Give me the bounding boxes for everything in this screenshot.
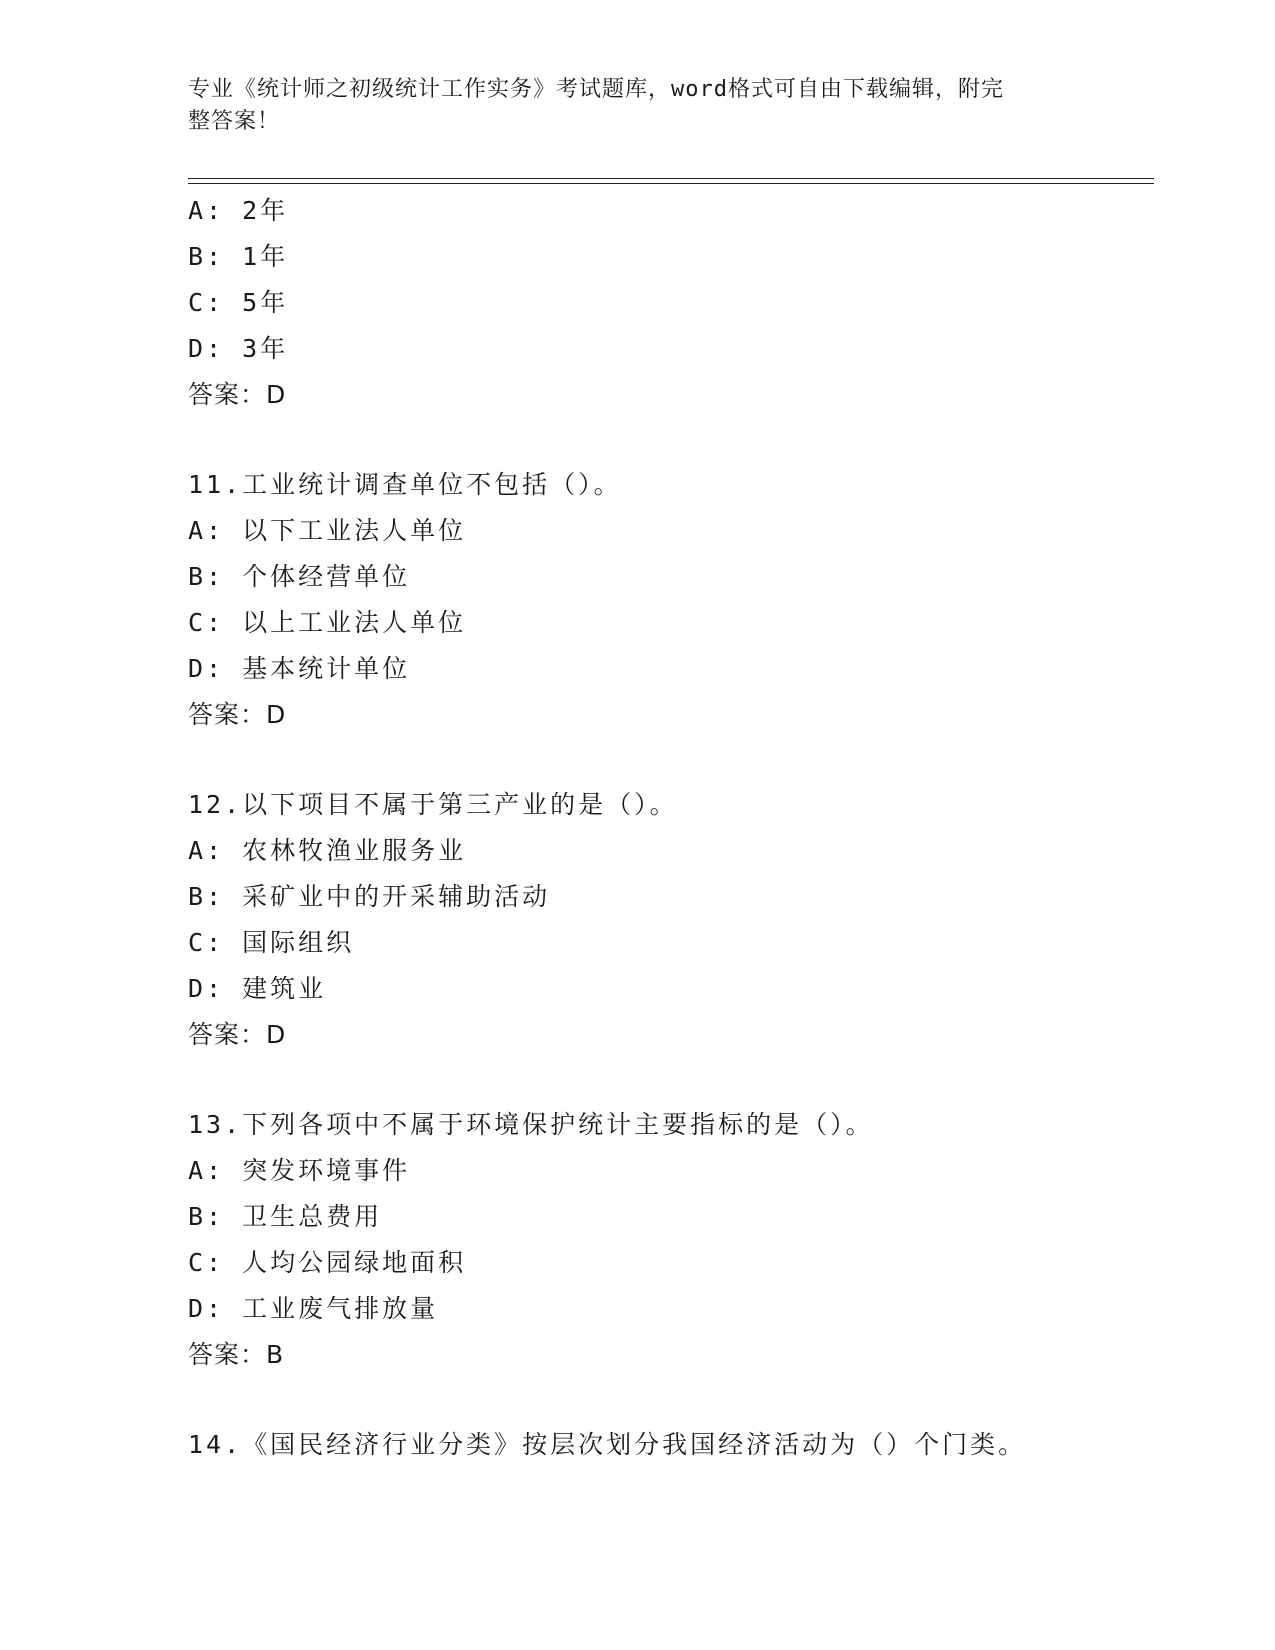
option-c: C: 5年 bbox=[188, 288, 289, 317]
answer-line: 答案：B bbox=[188, 1340, 285, 1369]
header-line-1: 专业《统计师之初级统计工作实务》考试题库，word格式可自由下载编辑，附完 bbox=[188, 77, 1004, 102]
option-c: C: 人均公园绿地面积 bbox=[188, 1248, 467, 1277]
option-a: A: 以下工业法人单位 bbox=[188, 516, 467, 545]
answer-line: 答案：D bbox=[188, 700, 287, 729]
question-block-prev bbox=[188, 188, 1168, 418]
answer-line: 答案：D bbox=[188, 380, 287, 409]
question-stem: 14.《国民经济行业分类》按层次划分我国经济活动为（）个门类。 bbox=[188, 1430, 1027, 1459]
header-line-2: 整答案！ bbox=[188, 109, 281, 134]
option-d: D: 工业废气排放量 bbox=[188, 1294, 439, 1323]
question-stem: 11.工业统计调查单位不包括（）。 bbox=[188, 470, 622, 499]
option-b: B: 采矿业中的开采辅助活动 bbox=[188, 882, 551, 911]
header-rule-top bbox=[188, 178, 1154, 179]
question-stem: 12.以下项目不属于第三产业的是（）。 bbox=[188, 790, 678, 819]
question-list bbox=[188, 188, 1168, 1468]
question-block-12 bbox=[188, 782, 1168, 1058]
option-d: D: 基本统计单位 bbox=[188, 654, 411, 683]
option-c: C: 以上工业法人单位 bbox=[188, 608, 467, 637]
option-c: C: 国际组织 bbox=[188, 928, 355, 957]
document-header bbox=[188, 74, 1068, 138]
question-stem: 13.下列各项中不属于环境保护统计主要指标的是（）。 bbox=[188, 1110, 874, 1139]
option-b: B: 1年 bbox=[188, 242, 289, 271]
option-a: A: 突发环境事件 bbox=[188, 1156, 411, 1185]
option-b: B: 个体经营单位 bbox=[188, 562, 411, 591]
question-block-13 bbox=[188, 1102, 1168, 1378]
option-d: D: 建筑业 bbox=[188, 974, 327, 1003]
option-d: D: 3年 bbox=[188, 334, 289, 363]
option-a: A: 2年 bbox=[188, 196, 289, 225]
option-a: A: 农林牧渔业服务业 bbox=[188, 836, 467, 865]
answer-line: 答案：D bbox=[188, 1020, 287, 1049]
question-block-11 bbox=[188, 462, 1168, 738]
question-block-14 bbox=[188, 1422, 1168, 1468]
header-rule-bottom bbox=[188, 183, 1154, 184]
option-b: B: 卫生总费用 bbox=[188, 1202, 383, 1231]
